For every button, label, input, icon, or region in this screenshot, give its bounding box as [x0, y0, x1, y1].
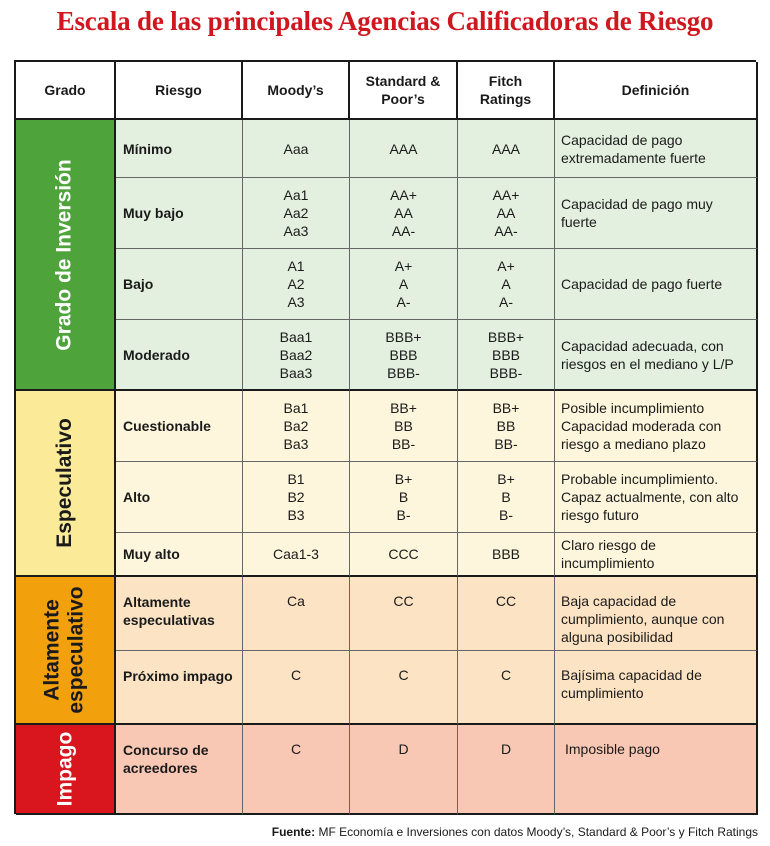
moodys-cell: C [243, 651, 350, 725]
header-fitch: Fitch Ratings [458, 62, 555, 120]
grade-inversion [16, 120, 116, 391]
header-sp: Standard & Poor’s [350, 62, 458, 120]
grade-altamente-label: Altamente especulativo [41, 586, 89, 714]
fitch-cell: AA+ AA AA- [458, 178, 555, 249]
risk-cell: Alto [116, 462, 243, 533]
risk-cell: Bajo [116, 249, 243, 320]
moodys-cell: A1 A2 A3 [243, 249, 350, 320]
fitch-cell: BB+ BB BB- [458, 391, 555, 462]
rating-scale-table [14, 60, 756, 814]
moodys-cell: Caa1-3 [243, 533, 350, 577]
fitch-cell: C [458, 651, 555, 725]
moodys-cell: Baa1 Baa2 Baa3 [243, 320, 350, 391]
grade-impago [16, 725, 116, 815]
definition-cell: Capacidad de pago extremadamente fuerte [555, 120, 758, 178]
definition-cell: Imposible pago [555, 725, 758, 815]
definition-cell: Capacidad de pago muy fuerte [555, 178, 758, 249]
grade-altamente-especulativo [16, 577, 116, 725]
fitch-cell: D [458, 725, 555, 815]
sp-cell: BB+ BB BB- [350, 391, 458, 462]
header-riesgo: Riesgo [116, 62, 243, 120]
moodys-cell: B1 B2 B3 [243, 462, 350, 533]
definition-cell: Probable incumplimiento. Capaz actualmente, con alto riesgo futuro [555, 462, 758, 533]
moodys-cell: C [243, 725, 350, 815]
sp-cell: AAA [350, 120, 458, 178]
grade-impago-label: Impago [52, 731, 76, 807]
risk-cell: Muy alto [116, 533, 243, 577]
source-label: Fuente: [271, 825, 316, 839]
sp-cell: CCC [350, 533, 458, 577]
fitch-cell: AAA [458, 120, 555, 178]
risk-cell: Muy bajo [116, 178, 243, 249]
source-text: MF Economía e Inversiones con datos Moody’s, Standard & Poor’s y Fitch Ratings [318, 825, 758, 839]
risk-cell: Moderado [116, 320, 243, 391]
sp-cell: A+ A A- [350, 249, 458, 320]
definition-cell: Capacidad adecuada, con riesgos en el mediano y L/P [555, 320, 758, 391]
fitch-cell: B+ B B- [458, 462, 555, 533]
risk-cell: Mínimo [116, 120, 243, 178]
moodys-cell: Aa1 Aa2 Aa3 [243, 178, 350, 249]
grade-especulativo [16, 391, 116, 577]
definition-cell: Capacidad de pago fuerte [555, 249, 758, 320]
sp-cell: BBB+ BBB BBB- [350, 320, 458, 391]
sp-cell: AA+ AA AA- [350, 178, 458, 249]
fitch-cell: A+ A A- [458, 249, 555, 320]
risk-cell: Altamente especulativas [116, 577, 243, 651]
grade-inversion-label: Grado de Inversión [53, 158, 77, 351]
page-title: Escala de las principales Agencias Calificadoras de Riesgo [56, 6, 714, 36]
sp-cell: CC [350, 577, 458, 651]
header-moodys: Moody’s [243, 62, 350, 120]
moodys-cell: Ba1 Ba2 Ba3 [243, 391, 350, 462]
sp-cell: B+ B B- [350, 462, 458, 533]
moodys-cell: Ca [243, 577, 350, 651]
header-definicion: Definición [555, 62, 758, 120]
definition-cell: Claro riesgo de incumplimiento [555, 533, 758, 577]
fitch-cell: BBB [458, 533, 555, 577]
sp-cell: D [350, 725, 458, 815]
risk-cell: Concurso de acreedores [116, 725, 243, 815]
definition-cell: Bajísima capacidad de cumplimiento [555, 651, 758, 725]
sp-cell: C [350, 651, 458, 725]
grade-especulativo-label: Especulativo [53, 418, 76, 548]
moodys-cell: Aaa [243, 120, 350, 178]
risk-cell: Cuestionable [116, 391, 243, 462]
source-note [272, 825, 758, 839]
definition-cell: Baja capacidad de cumplimiento, aunque con alguna posibilidad [555, 577, 758, 651]
risk-cell: Próximo impago [116, 651, 243, 725]
header-grado: Grado [16, 62, 116, 120]
fitch-cell: CC [458, 577, 555, 651]
fitch-cell: BBB+ BBB BBB- [458, 320, 555, 391]
definition-cell: Posible incumplimiento Capacidad moderada con riesgo a mediano plazo [555, 391, 758, 462]
